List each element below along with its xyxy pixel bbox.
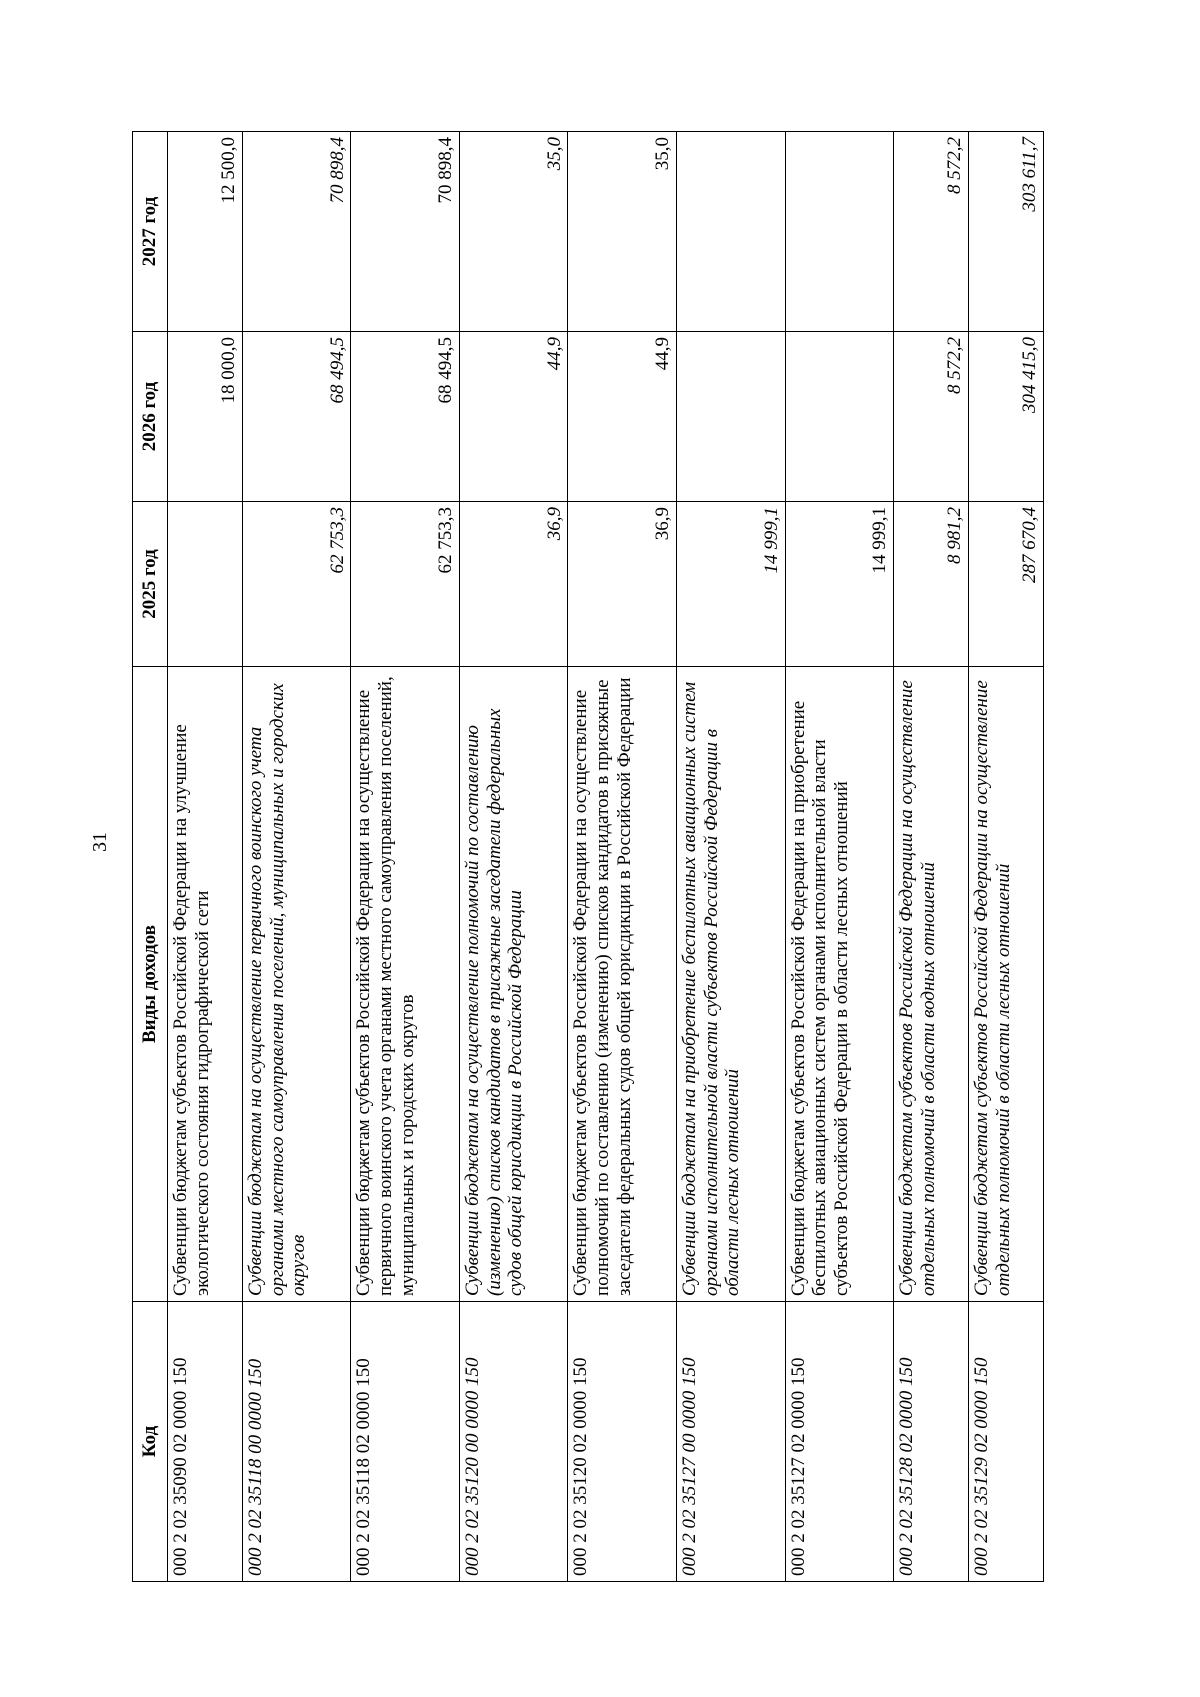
cell-2025: 62 753,3 (242, 502, 351, 667)
cell-code: 000 2 02 35120 00 0000 150 (459, 1302, 568, 1582)
cell-code: 000 2 02 35118 02 0000 150 (351, 1302, 460, 1582)
cell-2027: 8 572,2 (894, 132, 969, 332)
table-row (677, 132, 786, 1582)
cell-2026 (785, 332, 894, 502)
cell-code: 000 2 02 35128 02 0000 150 (894, 1302, 969, 1582)
cell-2026: 8 572,2 (894, 332, 969, 502)
cell-2025: 8 981,2 (894, 502, 969, 667)
cell-2027 (677, 132, 786, 332)
cell-2025: 36,9 (568, 502, 677, 667)
header-name: Виды доходов (133, 667, 168, 1302)
cell-2027 (785, 132, 894, 332)
cell-name: Субвенции бюджетам на осуществление полномочий по составлению (изменению) списков кандидатов в присяжные заседатели федеральных судов общей юрисдикции в Российской Федерации (459, 667, 568, 1302)
cell-2025: 62 753,3 (351, 502, 460, 667)
table-row (351, 132, 460, 1582)
header-2025: 2025 год (133, 502, 168, 667)
cell-2027: 35,0 (568, 132, 677, 332)
cell-name: Субвенции бюджетам субъектов Российской Федерации на приобретение беспилотных авиационных систем органами исполнительной власти субъектов Российской Федерации в области лесных отношений (785, 667, 894, 1302)
cell-2026 (677, 332, 786, 502)
cell-2026: 44,9 (568, 332, 677, 502)
table-row (568, 132, 677, 1582)
table-row (968, 132, 1043, 1582)
cell-2025: 14 999,1 (677, 502, 786, 667)
cell-name: Субвенции бюджетам субъектов Российской Федерации на осуществление отдельных полномочий в области лесных отношений (968, 667, 1043, 1302)
table-row (168, 132, 243, 1582)
cell-name: Субвенции бюджетам на осуществление первичного воинского учета органами местного самоуправления поселений, муниципальных и городских округов (242, 667, 351, 1302)
cell-2027: 303 611,7 (968, 132, 1043, 332)
cell-2026: 304 415,0 (968, 332, 1043, 502)
cell-2025 (168, 502, 243, 667)
cell-2025: 287 670,4 (968, 502, 1043, 667)
cell-2027: 70 898,4 (351, 132, 460, 332)
cell-2027: 70 898,4 (242, 132, 351, 332)
cell-code: 000 2 02 35127 02 0000 150 (785, 1302, 894, 1582)
cell-2026: 44,9 (459, 332, 568, 502)
header-code: Код (133, 1302, 168, 1582)
cell-2027: 12 500,0 (168, 132, 243, 332)
page-number: 31 (89, 832, 111, 852)
cell-code: 000 2 02 35120 02 0000 150 (568, 1302, 677, 1582)
cell-2026: 18 000,0 (168, 332, 243, 502)
cell-name: Субвенции бюджетам субъектов Российской Федерации на улучшение экологического состояния гидрографической сети (168, 667, 243, 1302)
cell-name: Субвенции бюджетам субъектов Российской Федерации на осуществление отдельных полномочий в области водных отношений (894, 667, 969, 1302)
table-row (459, 132, 568, 1582)
cell-code: 000 2 02 35127 00 0000 150 (677, 1302, 786, 1582)
table-row (785, 132, 894, 1582)
cell-2026: 68 494,5 (351, 332, 460, 502)
header-2027: 2027 год (133, 132, 168, 332)
table-row (894, 132, 969, 1582)
budget-table (132, 131, 1044, 1582)
table-header-row (133, 132, 168, 1582)
cell-2026: 68 494,5 (242, 332, 351, 502)
cell-2027: 35,0 (459, 132, 568, 332)
cell-2025: 14 999,1 (785, 502, 894, 667)
cell-name: Субвенции бюджетам на приобретение беспилотных авиационных систем органами исполнительной власти субъектов Российской Федерации в области лесных отношений (677, 667, 786, 1302)
cell-code: 000 2 02 35129 02 0000 150 (968, 1302, 1043, 1582)
rotated-table-container (132, 132, 1044, 1582)
cell-2025: 36,9 (459, 502, 568, 667)
header-2026: 2026 год (133, 332, 168, 502)
cell-name: Субвенции бюджетам субъектов Российской Федерации на осуществление полномочий по составлению (изменению) списков кандидатов в присяжные заседатели федеральных судов общей юрисдикции в Российской Федерации (568, 667, 677, 1302)
table-row (242, 132, 351, 1582)
cell-code: 000 2 02 35118 00 0000 150 (242, 1302, 351, 1582)
cell-name: Субвенции бюджетам субъектов Российской Федерации на осуществление первичного воинского учета органами местного самоуправления поселений, муниципальных и городских округов (351, 667, 460, 1302)
cell-code: 000 2 02 35090 02 0000 150 (168, 1302, 243, 1582)
